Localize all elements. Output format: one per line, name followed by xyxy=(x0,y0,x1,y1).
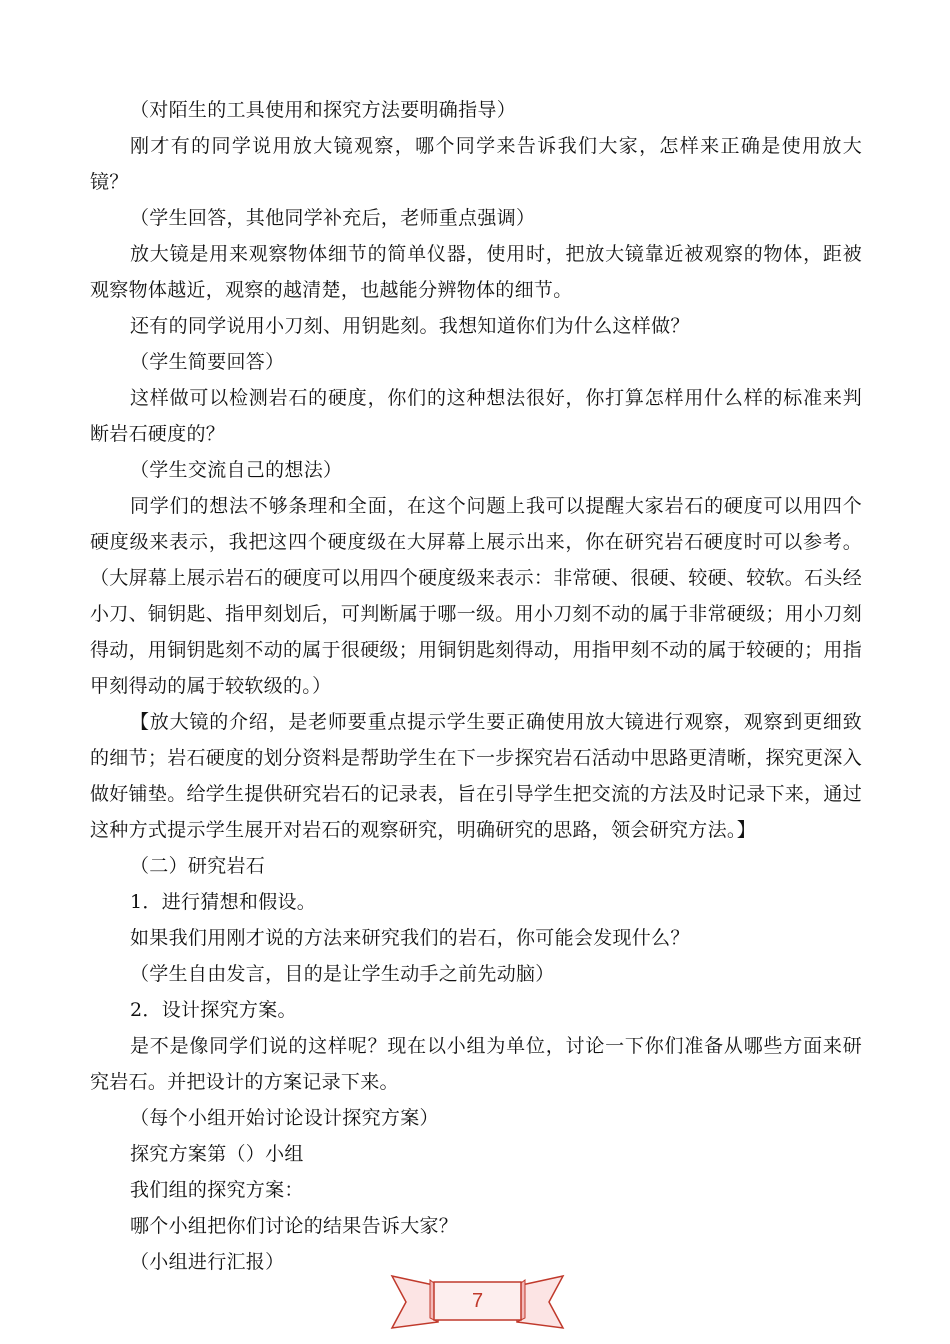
paragraph: （学生交流自己的想法） xyxy=(130,459,343,481)
paragraph: （学生回答，其他同学补充后，老师重点强调） xyxy=(130,207,536,229)
paragraph: 【放大镜的介绍，是老师要重点提示学生要正确使用放大镜进行观察，观察到更细致的细节；岩石硬度的划分资料是帮助学生在下一步探究岩石活动中思路更清晰，探究更深入做好铺垫。给学生提供研究岩石的记录表，旨在引导学生把交流的方法及时记录下来，通过这种方式提示学生展开对岩石的观察研究，明确研究的思路，领会研究方法。】 xyxy=(90,711,863,841)
paragraph: （小组进行汇报） xyxy=(130,1251,285,1273)
page-number-ribbon xyxy=(390,1270,565,1334)
step-heading: 1．进行猜想和假设。 xyxy=(130,891,317,913)
paragraph: 是不是像同学们说的这样呢？现在以小组为单位，讨论一下你们准备从哪些方面来研究岩石。并把设计的方案记录下来。 xyxy=(90,1035,862,1093)
paragraph: 这样做可以检测岩石的硬度，你们的这种想法很好，你打算怎样用什么样的标准来判断岩石硬度的？ xyxy=(90,387,862,445)
paragraph: 同学们的想法不够条理和全面，在这个问题上我可以提醒大家岩石的硬度可以用四个硬度级来表示，我把这四个硬度级在大屏幕上展示出来，你在研究岩石硬度时可以参考。（大屏幕上展示岩石的硬度可以用四个硬度级来表示：非常硬、很硬、较硬、较软。石头经小刀、铜钥匙、指甲刻划后，可判断属于哪一级。用小刀刻不动的属于非常硬级；用小刀刻得动，用铜钥匙刻不动的属于很硬级；用铜钥匙刻得动，用指甲刻不动的属于较硬的；用指甲刻得动的属于较软级的。） xyxy=(90,495,863,697)
paragraph: （对陌生的工具使用和探究方法要明确指导） xyxy=(130,99,517,121)
paragraph: 我们组的探究方案： xyxy=(130,1179,304,1201)
paragraph: （学生简要回答） xyxy=(130,351,285,373)
paragraph: 还有的同学说用小刀刻、用钥匙刻。我想知道你们为什么这样做？ xyxy=(130,315,690,337)
document-body xyxy=(90,92,862,1280)
paragraph: 哪个小组把你们讨论的结果告诉大家？ xyxy=(130,1215,459,1237)
paragraph: 探究方案第（）小组 xyxy=(130,1143,304,1165)
paragraph: 如果我们用刚才说的方法来研究我们的岩石，你可能会发现什么？ xyxy=(130,927,690,949)
paragraph: （每个小组开始讨论设计探究方案） xyxy=(130,1107,439,1129)
step-heading: 2．设计探究方案。 xyxy=(130,999,297,1021)
page-number: 7 xyxy=(471,1290,484,1312)
paragraph: 刚才有的同学说用放大镜观察，哪个同学来告诉我们大家，怎样来正确是使用放大镜？ xyxy=(90,135,862,193)
section-heading: （二）研究岩石 xyxy=(130,855,266,877)
paragraph: （学生自由发言，目的是让学生动手之前先动脑） xyxy=(130,963,555,985)
paragraph: 放大镜是用来观察物体细节的简单仪器，使用时，把放大镜靠近被观察的物体，距被观察物体越近，观察的越清楚，也越能分辨物体的细节。 xyxy=(90,243,862,301)
